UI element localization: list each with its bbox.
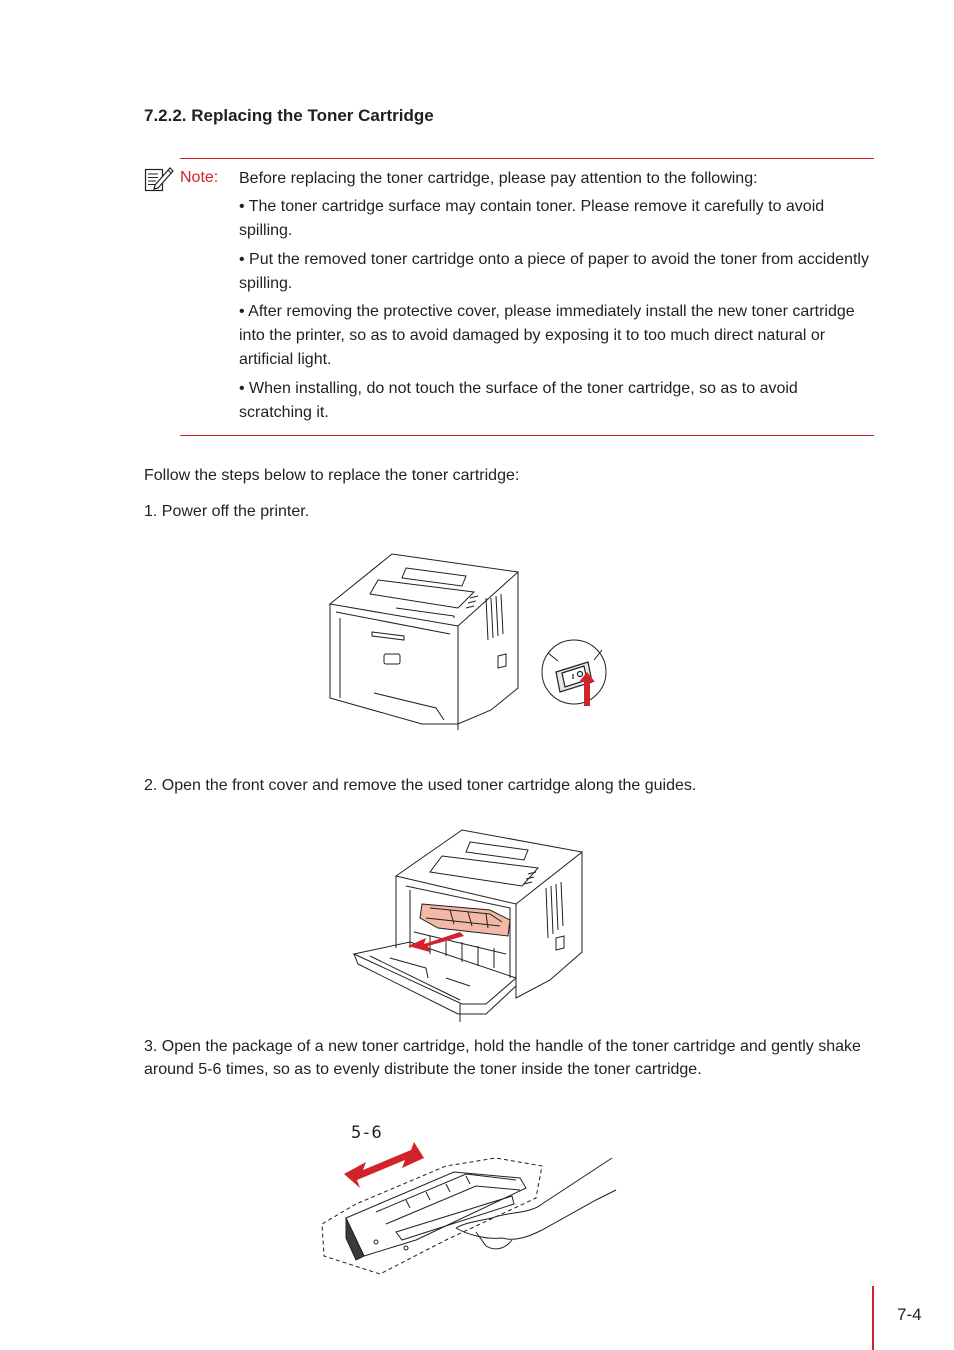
note-bullet-3: • After removing the protective cover, please immediately install the new toner cartridge into the printer, so as to avoid damaged by exposing it to too much direct natural or artificial light. <box>239 303 855 368</box>
footer-accent-bar <box>872 1286 874 1350</box>
page-number: 7-4 <box>897 1305 922 1324</box>
steps-intro: Follow the steps below to replace the toner cartridge: <box>144 467 520 484</box>
note-bottom-rule <box>180 435 874 436</box>
step-2-text: 2. Open the front cover and remove the used toner cartridge along the guides. <box>144 777 697 794</box>
note-bullet-4: • When installing, do not touch the surface of the toner cartridge, so as to avoid scratching it. <box>239 380 798 421</box>
note-pencil-icon <box>144 165 174 193</box>
note-bullet-2: • Put the removed toner cartridge onto a piece of paper to avoid the toner from accidently spilling. <box>239 251 869 292</box>
printer-remove-toner-illustration <box>350 828 586 1022</box>
note-top-rule <box>180 158 874 159</box>
note-bullet-1: • The toner cartridge surface may contain toner. Please remove it carefully to avoid spilling. <box>239 198 825 239</box>
shake-count-label: 5-6 <box>351 1123 382 1143</box>
note-label: Note: <box>180 169 219 186</box>
section-title: 7.2.2. Replacing the Toner Cartridge <box>144 106 434 125</box>
step-3-text: 3. Open the package of a new toner cartridge, hold the handle of the toner cartridge and gently shake around 5-6 times, so as to evenly distribute the toner inside the toner cartridge. <box>144 1038 861 1078</box>
printer-power-off-illustration <box>326 548 610 730</box>
note-intro: Before replacing the toner cartridge, please pay attention to the following: <box>239 170 758 187</box>
step-1-text: 1. Power off the printer. <box>144 503 310 520</box>
shake-toner-illustration <box>316 1128 620 1278</box>
